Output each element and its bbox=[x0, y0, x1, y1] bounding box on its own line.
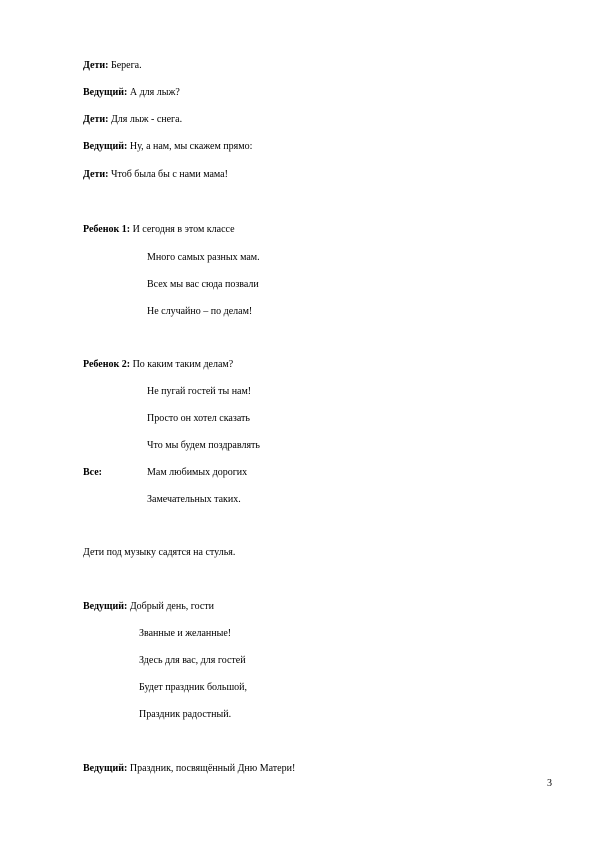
line-text: Дети под музыку садятся на стулья. bbox=[83, 547, 236, 558]
line-text: По каким таким делам? bbox=[130, 359, 234, 370]
speaker-label: Дети: bbox=[83, 169, 109, 180]
line-text: Добрый день, гости bbox=[127, 601, 215, 612]
speaker-label: Ребенок 1: bbox=[83, 224, 131, 235]
speaker-label: Ведущий: bbox=[83, 87, 128, 98]
speaker-label: Ведущий: bbox=[83, 601, 128, 612]
script-line bbox=[147, 279, 259, 291]
script-line bbox=[139, 709, 231, 721]
line-text: Не случайно – по делам! bbox=[147, 306, 253, 317]
speaker-label: Ведущий: bbox=[83, 763, 128, 774]
speaker-label: Ребенок 2: bbox=[83, 359, 131, 370]
line-text: Что мы будем поздравлять bbox=[147, 440, 260, 451]
speaker-label: Все: bbox=[83, 467, 102, 478]
script-line bbox=[83, 87, 180, 99]
script-line bbox=[83, 224, 235, 236]
script-line bbox=[83, 141, 252, 153]
script-line bbox=[139, 655, 246, 667]
script-line bbox=[139, 682, 247, 694]
line-text: Праздник, посвящённый Дню Матери! bbox=[127, 763, 296, 774]
script-line bbox=[83, 359, 233, 371]
line-text: Званные и желанные! bbox=[139, 628, 232, 639]
script-line bbox=[147, 413, 250, 425]
line-text: Для лыж - снега. bbox=[108, 114, 183, 125]
speaker-label: Ведущий: bbox=[83, 141, 128, 152]
script-line bbox=[147, 440, 260, 452]
line-text: Берега. bbox=[108, 60, 142, 71]
line-text: Будет праздник большой, bbox=[139, 682, 248, 693]
script-line bbox=[83, 169, 228, 181]
speaker-label: Дети: bbox=[83, 60, 109, 71]
script-line bbox=[83, 601, 214, 613]
line-text: Здесь для вас, для гостей bbox=[139, 655, 246, 666]
line-text: И сегодня в этом классе bbox=[130, 224, 235, 235]
line-text: Не пугай гостей ты нам! bbox=[147, 386, 252, 397]
script-line bbox=[83, 467, 248, 479]
line-text: Много самых разных мам. bbox=[147, 252, 260, 263]
script-line bbox=[147, 386, 251, 398]
stage-direction bbox=[83, 547, 235, 559]
page-number: 3 bbox=[547, 778, 552, 789]
line-text: Ну, а нам, мы скажем прямо: bbox=[127, 141, 253, 152]
script-line bbox=[83, 763, 295, 775]
script-line bbox=[83, 60, 142, 72]
line-text: Просто он хотел сказать bbox=[147, 413, 250, 424]
line-text: Замечательных таких. bbox=[147, 494, 241, 505]
script-line bbox=[139, 628, 231, 640]
line-text: Праздник радостный. bbox=[139, 709, 232, 720]
line-text: Мам любимых дорогих bbox=[147, 467, 248, 478]
line-text: А для лыж? bbox=[127, 87, 180, 98]
script-line bbox=[147, 306, 252, 318]
line-text: Всех мы вас сюда позвали bbox=[147, 279, 259, 290]
script-line bbox=[147, 252, 260, 264]
script-line bbox=[147, 494, 241, 506]
speaker-label: Дети: bbox=[83, 114, 109, 125]
line-text: Чтоб была бы с нами мама! bbox=[108, 169, 228, 180]
script-line bbox=[83, 114, 182, 126]
